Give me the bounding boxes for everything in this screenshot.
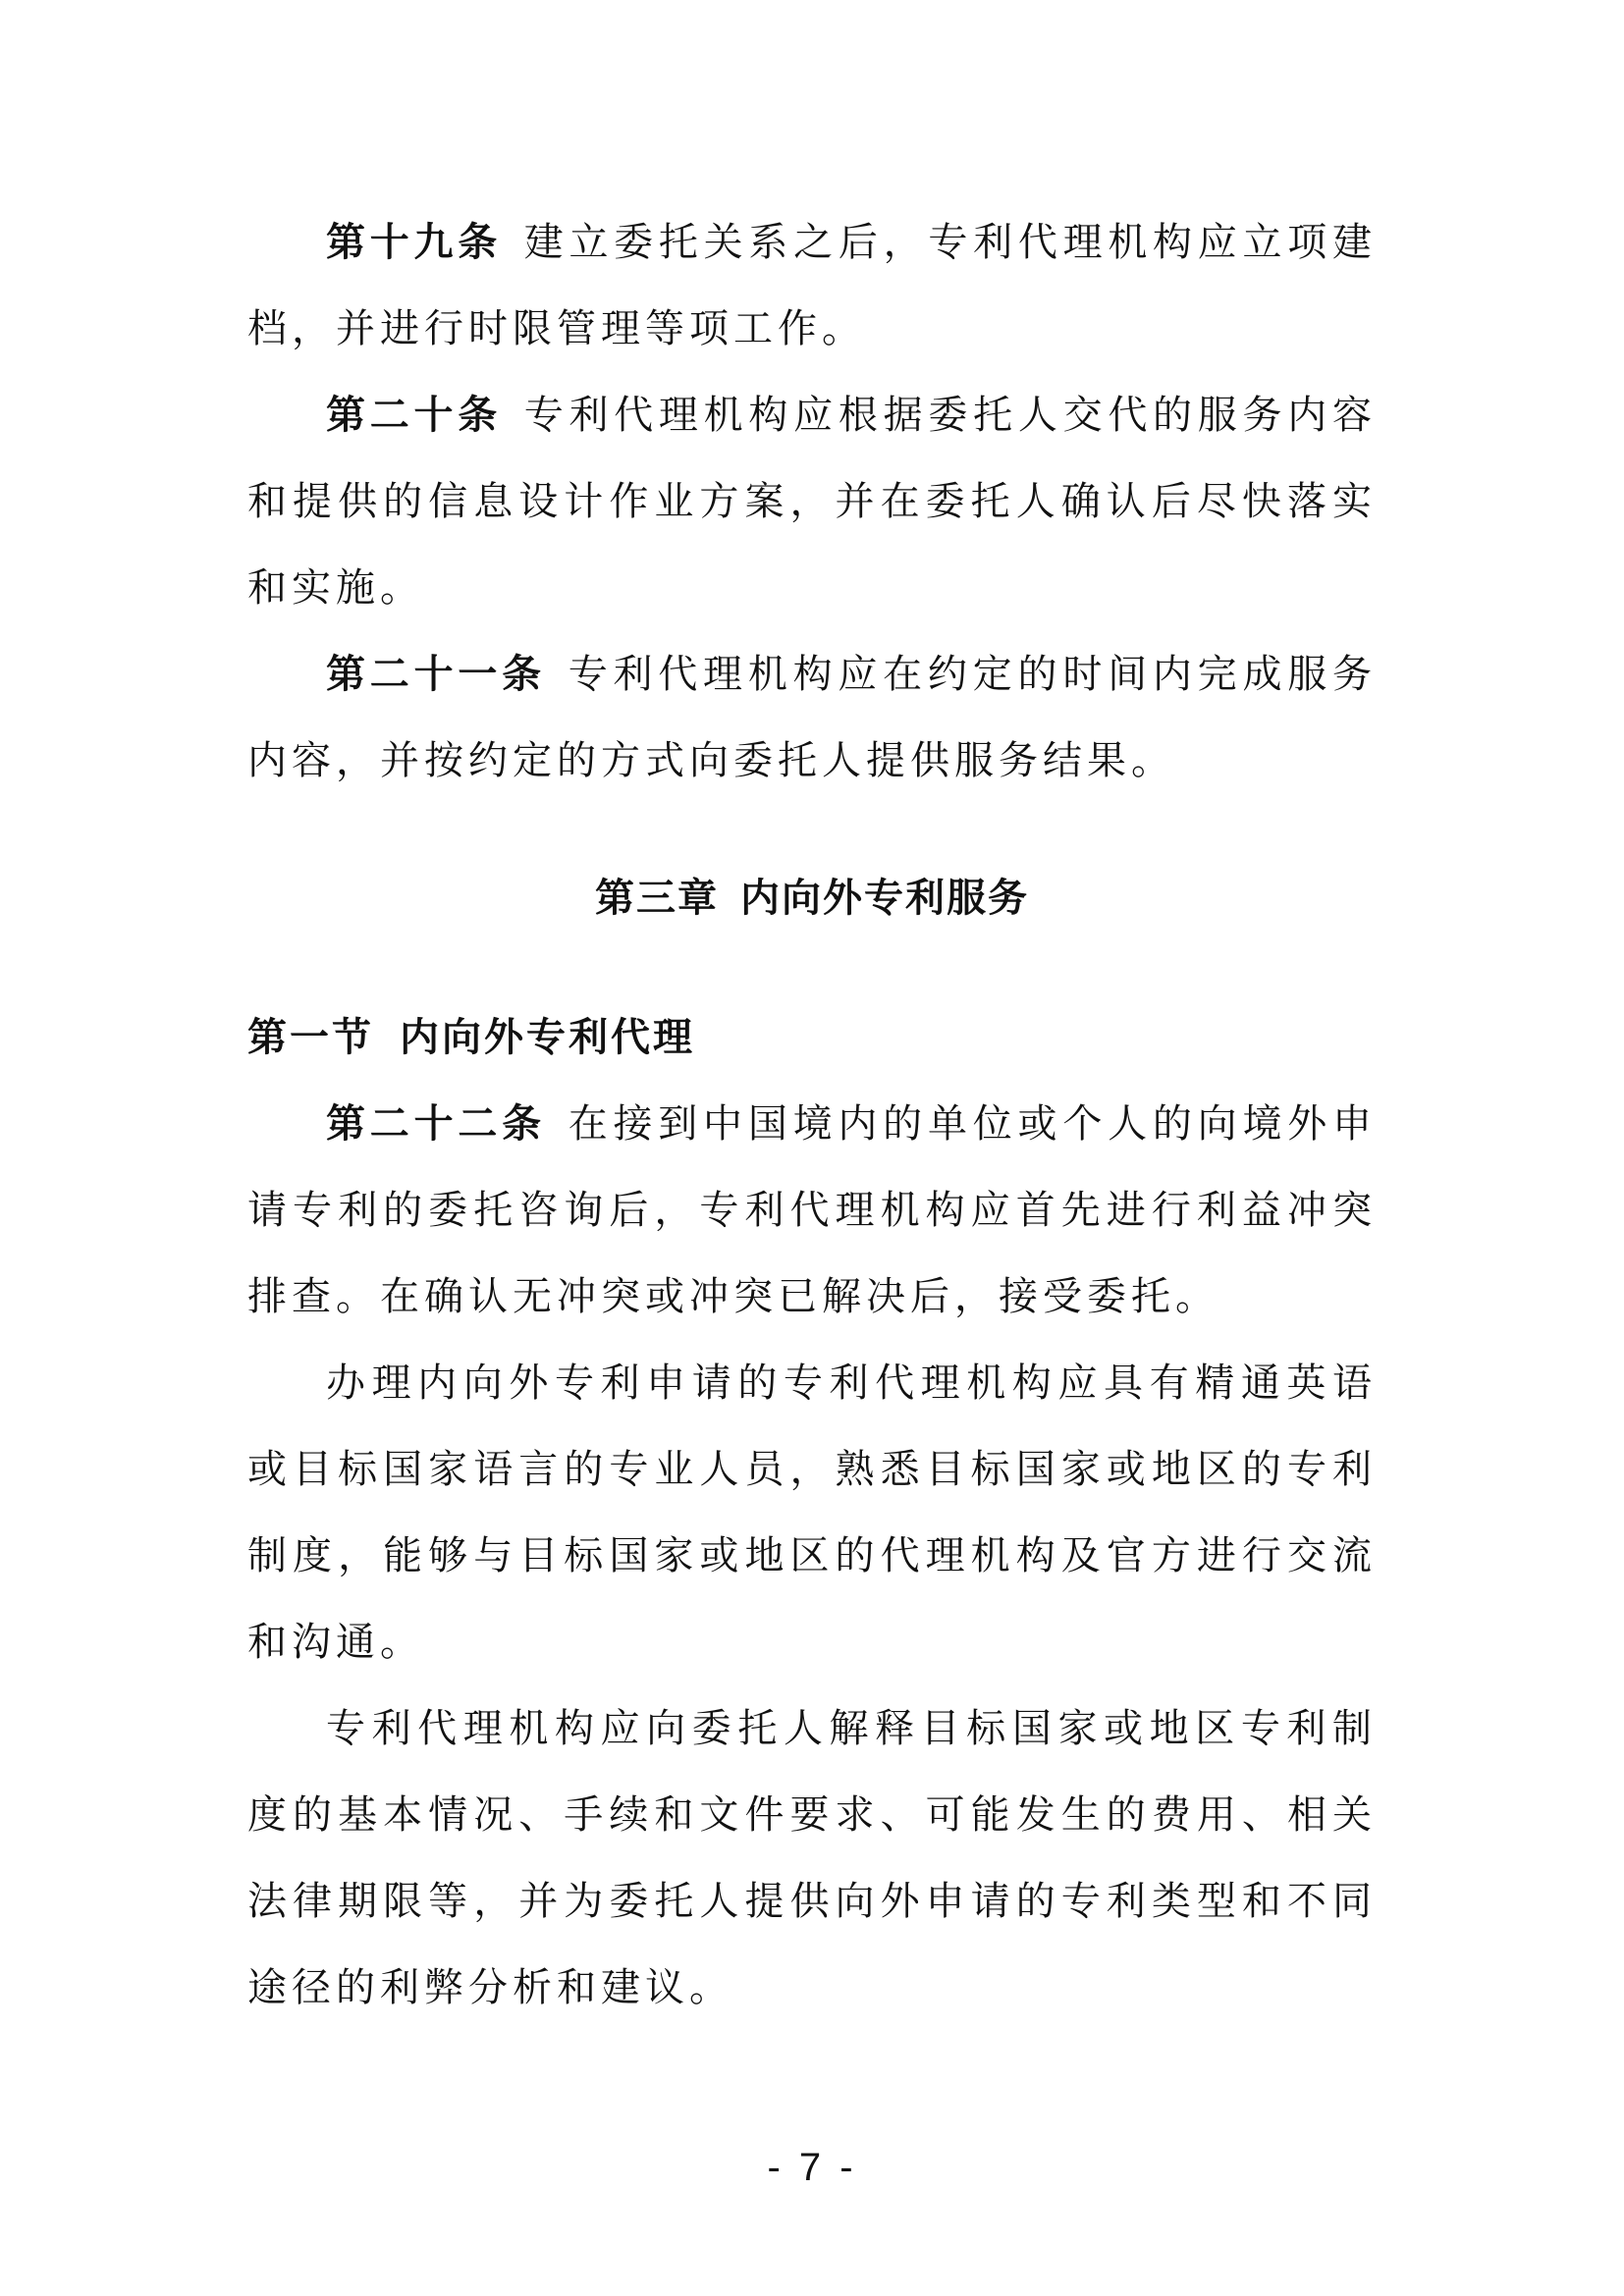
document-body (247, 199, 1377, 2031)
article-label: 第二十条 (326, 393, 502, 438)
article-text: 专利代理机构应根据委托人交代的服务内容和提供的信息设计作业方案，并在委托人确认后尽快落实和实施。 (247, 393, 1378, 611)
article-21 (247, 631, 1377, 804)
section-number: 第一节 (247, 1015, 374, 1060)
article-19 (247, 199, 1377, 372)
page-number: - 7 - (767, 2146, 857, 2189)
article-text: 在接到中国境内的单位或个人的向境外申请专利的委托咨询后，专利代理机构应首先进行利益冲突排查。在确认无冲突或冲突已解决后，接受委托。 (247, 1101, 1378, 1319)
article-text: 建立委托关系之后，专利代理机构应立项建档，并进行时限管理等项工作。 (247, 220, 1378, 351)
article-text: 专利代理机构应在约定的时间内完成服务内容，并按约定的方式向委托人提供服务结果。 (247, 652, 1378, 783)
article-label: 第二十二条 (326, 1101, 546, 1147)
article-20 (247, 372, 1377, 631)
article-22 (247, 1081, 1377, 1340)
section-title: 内向外专利代理 (400, 1015, 695, 1060)
chapter-heading (247, 855, 1377, 941)
body-paragraph: 办理内向外专利申请的专利代理机构应具有精通英语或目标国家语言的专业人员，熟悉目标国家或地区的专利制度，能够与目标国家或地区的代理机构及官方进行交流和沟通。 (247, 1361, 1377, 1665)
article-label: 第二十一条 (326, 652, 546, 697)
chapter-number: 第三章 (595, 876, 719, 921)
article-label: 第十九条 (326, 220, 502, 265)
chapter-title: 内向外专利服务 (740, 876, 1029, 921)
section-heading (247, 994, 1377, 1081)
body-paragraph: 专利代理机构应向委托人解释目标国家或地区专利制度的基本情况、手续和文件要求、可能发生的费用、相关法律期限等，并为委托人提供向外申请的专利类型和不同途径的利弊分析和建议。 (247, 1706, 1377, 2010)
